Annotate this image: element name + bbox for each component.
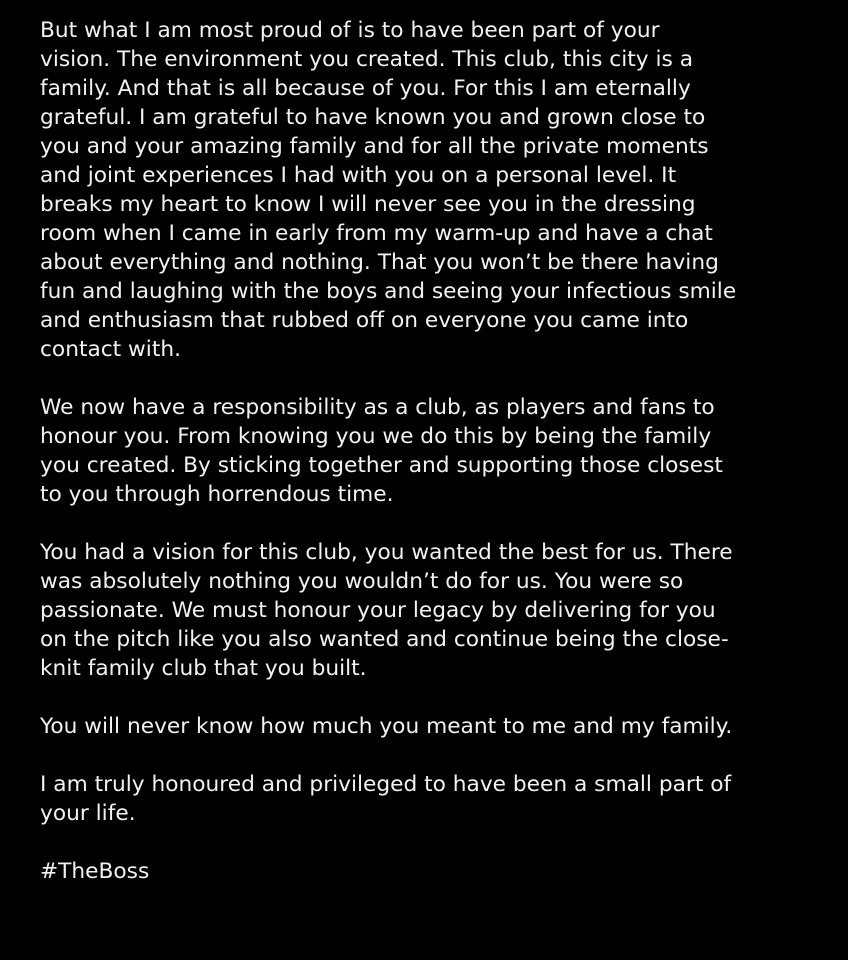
paragraph-honoured: I am truly honoured and privileged to have been a small part of your life. — [40, 772, 732, 826]
paragraph-never-know: You will never know how much you meant to me and my family. — [40, 714, 733, 739]
paragraph-proud-of-vision: But what I am most proud of is to have been part of your vision. The environment you created. This club, this city is a family. And that is all because of you. For this I am eternally grateful. I am grateful to have known you and grown close to you and your amazing family and for all the private moments and joint experiences I had with you on a personal level. It breaks my heart to know I will never see you in the dressing room when I came in early from my warm-up and have a chat about everything and nothing. That you won’t be there having fun and laughing with the boys and seeing your infectious smile and enthusiasm that rubbed off on everyone you came into contact with. — [40, 18, 737, 362]
tribute-letter — [40, 16, 820, 886]
paragraph-vision-for-club: You had a vision for this club, you wanted the best for us. There was absolutely nothing you wouldn’t do for us. You were so passionate. We must honour your legacy by delivering for you on the pitch like you also wanted and continue being the close- knit family club that you built. — [40, 540, 733, 681]
hashtag-the-boss: #TheBoss — [40, 859, 150, 884]
paragraph-responsibility: We now have a responsibility as a club, as players and fans to honour you. From knowing you we do this by being the family you created. By sticking together and supporting those closest to you through horrendous time. — [40, 395, 723, 507]
